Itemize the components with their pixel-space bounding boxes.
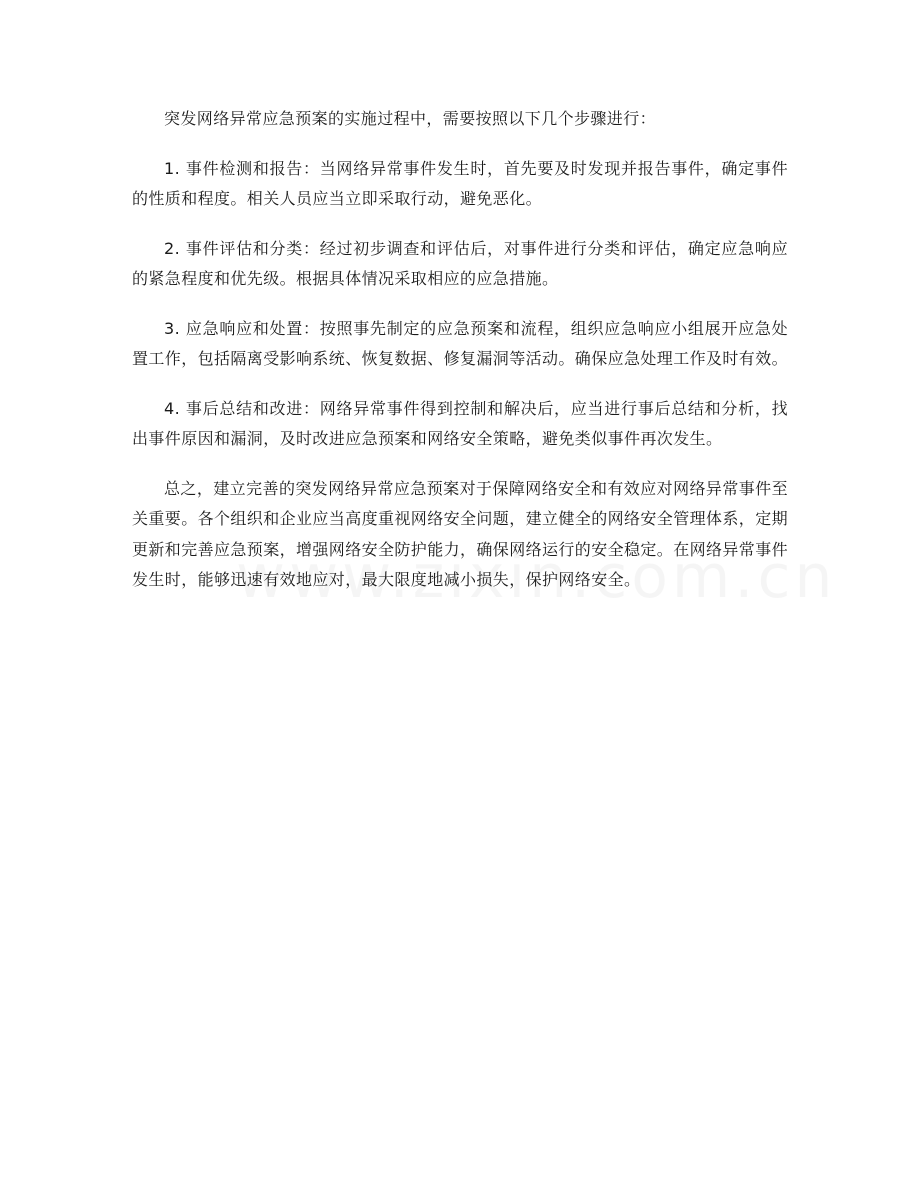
step-2-paragraph: 2. 事件评估和分类：经过初步调查和评估后，对事件进行分类和评估，确定应急响应的紧急程度和优先级。根据具体情况采取相应的应急措施。	[132, 238, 788, 288]
step-4-paragraph: 4. 事后总结和改进：网络异常事件得到控制和解决后，应当进行事后总结和分析，找出事件原因和漏洞，及时改进应急预案和网络安全策略，避免类似事件再次发生。	[132, 398, 788, 448]
summary-paragraph: 总之，建立完善的突发网络异常应急预案对于保障网络安全和有效应对网络异常事件至关重要。各个组织和企业应当高度重视网络安全问题，建立健全的网络安全管理体系，定期更新和完善应急预案，增强网络安全防护能力，确保网络运行的安全稳定。在网络异常事件发生时，能够迅速有效地应对，最大限度地减小损失，保护网络安全。	[132, 478, 789, 589]
document-body	[132, 104, 788, 615]
intro-paragraph: 突发网络异常应急预案的实施过程中，需要按照以下几个步骤进行：	[164, 109, 657, 128]
step-3-paragraph: 3. 应急响应和处置：按照事先制定的应急预案和流程，组织应急响应小组展开应急处置工作，包括隔离受影响系统、恢复数据、修复漏洞等活动。确保应急处理工作及时有效。	[132, 318, 789, 368]
step-1-paragraph: 1. 事件检测和报告：当网络异常事件发生时，首先要及时发现并报告事件，确定事件的性质和程度。相关人员应当立即采取行动，避免恶化。	[132, 158, 788, 208]
